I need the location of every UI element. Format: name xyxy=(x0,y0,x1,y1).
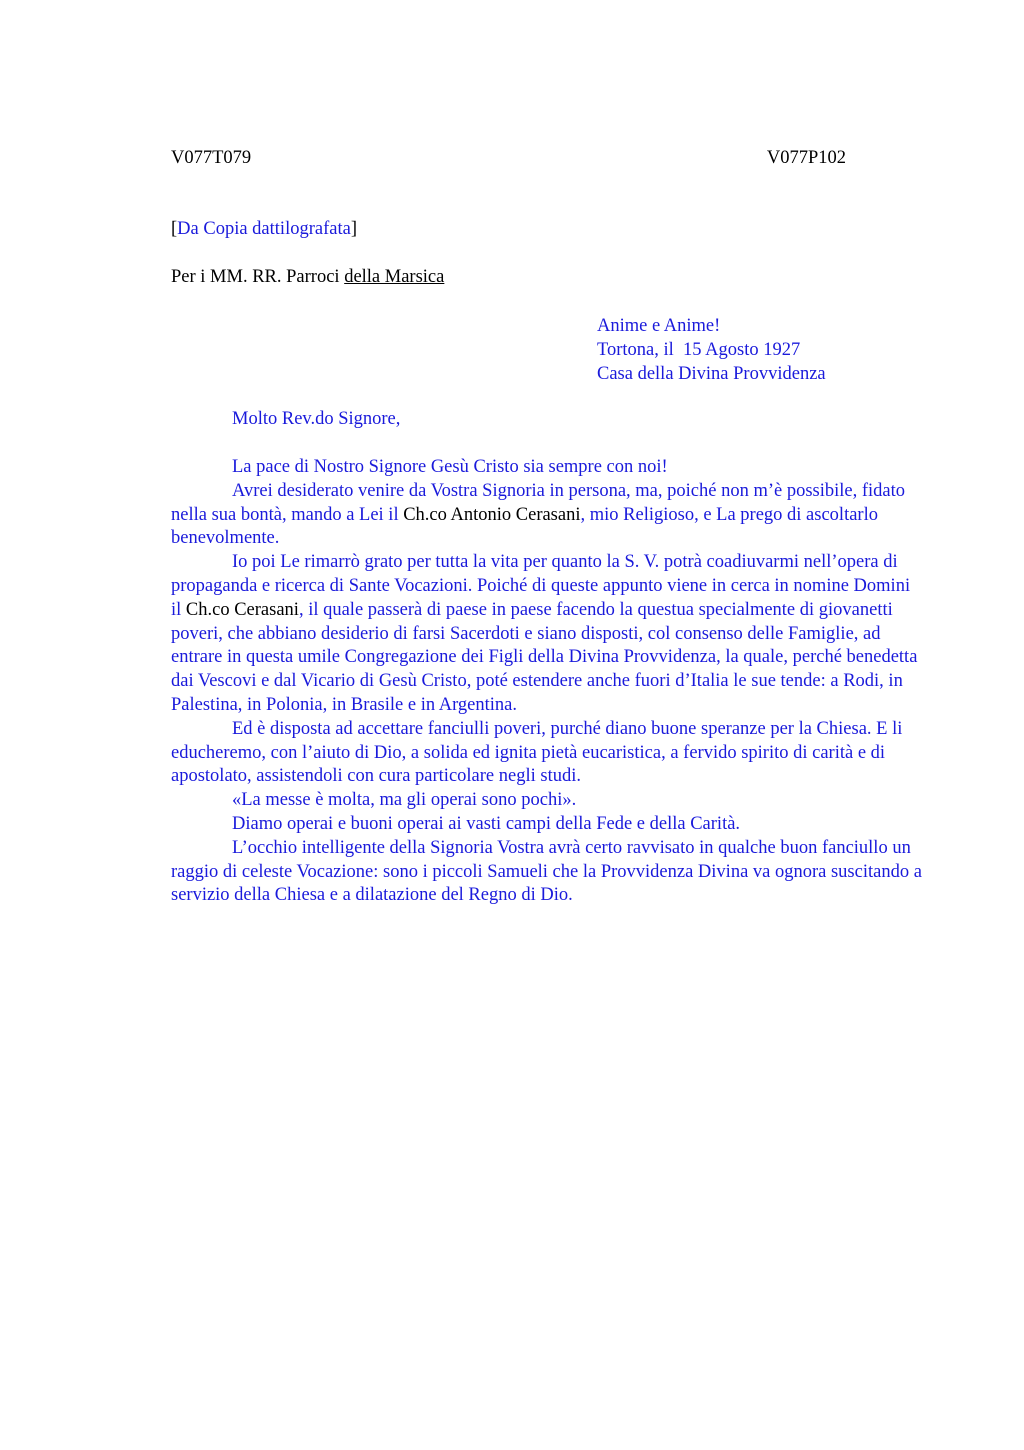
paragraph-2 xyxy=(171,480,923,551)
paragraph-4: Ed è disposta ad accettare fanciulli poveri, purché diano buone speranze per la Chiesa. E li educheremo, con l’aiuto di Dio, a solida ed ignita pietà eucaristica, a fervido spirito di carità e di apostolato, assistendoli con cura particolare negli studi. xyxy=(171,718,903,787)
paragraph-6: Diamo operai e buoni operai ai vasti campi della Fede e della Carità. xyxy=(232,813,741,834)
paragraph-5: «La messe è molta, ma gli operai sono pochi». xyxy=(232,790,577,811)
paragraph-2-part-b: , mio Religioso, e La prego di ascoltarlo benevolmente. xyxy=(171,504,878,549)
messenger-name: Ch.co Antonio Cerasani xyxy=(403,504,581,525)
recipients-underlined: della Marsica xyxy=(344,267,445,287)
source-note xyxy=(171,219,357,240)
letter-body xyxy=(171,456,923,908)
heading-house: Casa della Divina Provvidenza xyxy=(597,364,826,384)
letter-heading xyxy=(597,314,826,386)
heading-motto: Anime e Anime! xyxy=(597,316,721,336)
source-bracket-close: ] xyxy=(350,219,357,239)
salutation: Molto Rev.do Signore, xyxy=(232,409,401,429)
source-text: Da Copia dattilografata xyxy=(177,219,351,239)
heading-place-date: Tortona, il 15 Agosto 1927 xyxy=(597,340,801,360)
document-header xyxy=(171,148,846,170)
paragraph-3-part-b: , il quale passerà di paese in paese facendo la questua specialmente di giovanetti poveri, che abbiano desiderio di farsi Sacerdoti e siano disposti, col consenso delle Famiglie, ad entrare in questa umile Congregazione dei Figli della Divina Provvidenza, la quale, perché benedetta dai Vescovi e dal Vicario di Gesù Cristo, poté estendere anche fuori d’Italia le sue tende: a Rodi, in Palestina, in Polonia, in Brasile e in Argentina. xyxy=(171,599,918,715)
document-code-left: V077T079 xyxy=(171,148,252,168)
recipients-prefix: Per i MM. RR. Parroci xyxy=(171,267,345,287)
paragraph-1: La pace di Nostro Signore Gesù Cristo sia sempre con noi! xyxy=(232,457,668,477)
paragraph-7: L’occhio intelligente della Signoria Vostra avrà certo ravvisato in qualche buon fanciullo un raggio di celeste Vocazione: sono i piccoli Samueli che la Provvidenza Divina va ognora suscitando a servizio della Chiesa e a dilatazione del Regno di Dio. xyxy=(171,837,922,906)
paragraph-3 xyxy=(171,551,923,718)
paragraph-3-part-a: Io poi Le rimarrò grato per tutta la vita per quanto la S. V. potrà coadiuvarmi nell’opera di propaganda e ricerca di Sante Vocazioni. Poiché di queste appunto viene in cerca in nomine Domini il xyxy=(171,552,911,620)
recipients-line xyxy=(171,267,444,288)
source-bracket-open: [ xyxy=(171,219,178,239)
messenger-name-short: Ch.co Cerasani xyxy=(185,599,299,620)
document-code-right: V077P102 xyxy=(766,148,846,168)
paragraph-2-part-a: Avrei desiderato venire da Vostra Signoria in persona, ma, poiché non m’è possibile, fidato nella sua bontà, mando a Lei il xyxy=(171,480,906,525)
